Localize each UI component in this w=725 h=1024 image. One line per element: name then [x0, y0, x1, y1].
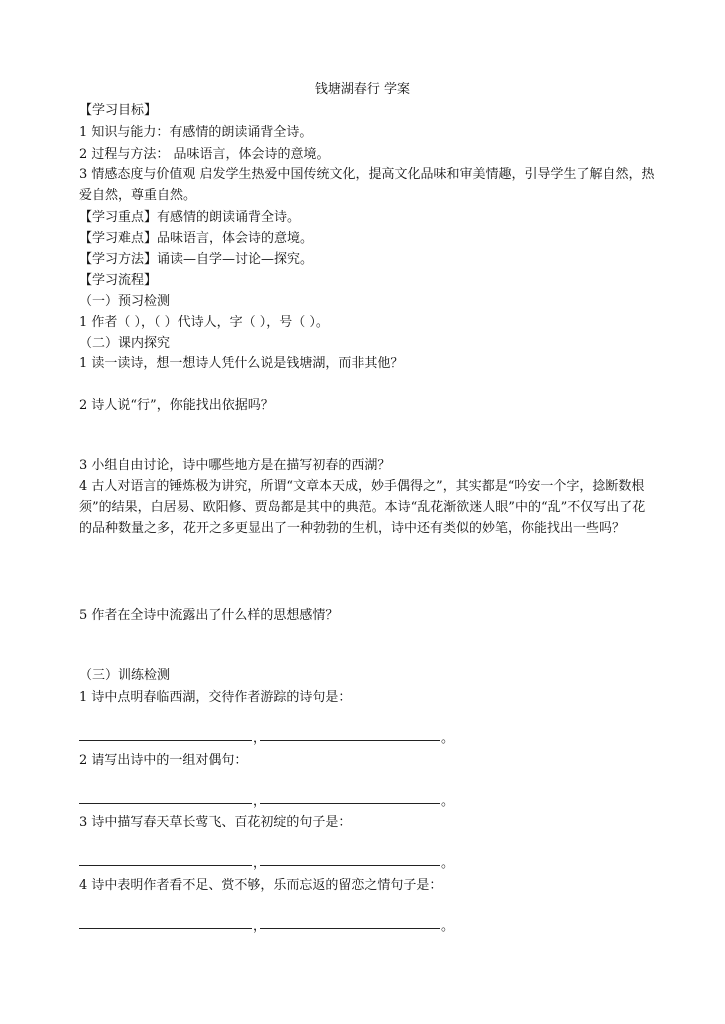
objectives-heading: 【学习目标】 [79, 103, 158, 118]
practice-question-2: 2 请写出诗中的一组对偶句： [79, 753, 248, 768]
answer-blank-4a[interactable] [79, 914, 252, 929]
inquiry-question-1: 1 读一读诗，想一想诗人凭什么说是钱塘湖，而非其他？ [79, 356, 404, 371]
process-heading: 【学习流程】 [79, 273, 158, 288]
key-point: 【学习重点】有感情的朗读诵背全诗。 [79, 210, 301, 225]
page-title: 钱塘湖春行 学案 [314, 82, 411, 97]
preview-heading: （一）预习检测 [79, 294, 171, 309]
answer-blank-3a[interactable] [79, 851, 252, 866]
comma-1: ， [253, 731, 267, 746]
comma-2: ， [253, 794, 267, 809]
inquiry-heading: （二）课内探究 [79, 336, 171, 351]
answer-blank-1a[interactable] [79, 726, 252, 741]
practice-question-1: 1 诗中点明春临西湖，交待作者游踪的诗句是： [79, 690, 352, 705]
study-method: 【学习方法】诵读—自学—讨论—探究。 [79, 252, 314, 267]
answer-blank-4b[interactable] [260, 914, 440, 929]
answer-blank-2b[interactable] [260, 789, 440, 804]
practice-question-4: 4 诗中表明作者看不足、赏不够，乐而忘返的留恋之情句子是： [79, 878, 443, 893]
inquiry-question-3: 3 小组自由讨论，诗中哪些地方是在描写初春的西湖？ [79, 458, 391, 473]
practice-question-3: 3 诗中描写春天草长莺飞、百花初绽的句子是： [79, 815, 352, 830]
objective-3: 3 情感态度与价值观 启发学生热爱中国传统文化，提高文化品味和审美情趣，引导学生了解自然，热爱自然，尊重自然。 [79, 167, 655, 203]
answer-blank-1b[interactable] [260, 726, 440, 741]
period-1: 。 [441, 731, 455, 746]
answer-blank-3b[interactable] [260, 851, 440, 866]
objective-2: 2 过程与方法： 品味语言，体会诗的意境。 [79, 147, 330, 162]
comma-4: ， [253, 919, 267, 934]
period-4: 。 [441, 919, 455, 934]
objective-1: 1 知识与能力：有感情的朗读诵背全诗。 [79, 125, 313, 140]
period-3: 。 [441, 856, 455, 871]
comma-3: ， [253, 856, 267, 871]
period-2: 。 [441, 794, 455, 809]
answer-blank-2a[interactable] [79, 789, 252, 804]
difficulty: 【学习难点】品味语言，体会诗的意境。 [79, 231, 314, 246]
preview-question-1: 1 作者（ ），（ ）代诗人，字（ ），号（ ）。 [79, 315, 329, 330]
inquiry-question-5: 5 作者在全诗中流露出了什么样的思想感情？ [79, 608, 339, 623]
inquiry-question-4: 4 古人对语言的锤炼极为讲究，所谓“文章本天成，妙手偶得之”，其实都是“吟安一个字，捻断数根须”的结果，白居易、欧阳修、贾岛都是其中的典范。本诗“乱花渐欲迷人眼”中的“乱”不仅写出了花的品种数量之多，花开之多更显出了一种勃勃的生机，诗中还有类似的妙笔，你能找出一些吗？ [79, 479, 646, 536]
inquiry-question-2: 2 诗人说“行”，你能找出依据吗？ [79, 398, 274, 413]
practice-heading: （三）训练检测 [79, 668, 171, 683]
